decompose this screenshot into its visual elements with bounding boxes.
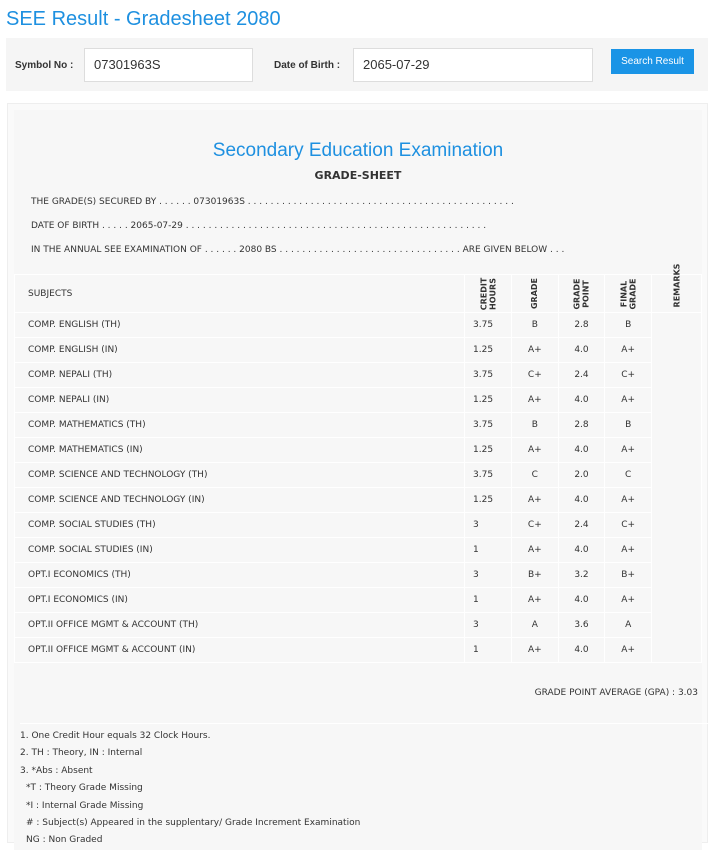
grade-cell: A+ [512, 638, 559, 663]
subject-cell: COMP. ENGLISH (IN) [15, 338, 465, 363]
credit-hours-cell: 1.25 [465, 488, 512, 513]
subject-cell: OPT.I ECONOMICS (IN) [15, 588, 465, 613]
note-item: *I : Internal Grade Missing [26, 800, 144, 811]
note-item: 1. One Credit Hour equals 32 Clock Hours. [20, 731, 211, 741]
subject-cell: COMP. SOCIAL STUDIES (IN) [15, 538, 465, 563]
grade-point-cell: 2.4 [558, 363, 605, 388]
dob-input[interactable]: 2065-07-29 [353, 48, 593, 82]
gradesheet-card [7, 103, 708, 846]
grade-point-cell: 3.2 [558, 563, 605, 588]
final-grade-cell: A [605, 613, 652, 638]
final-grade-cell: B [605, 413, 652, 438]
table-row [15, 613, 702, 638]
final-grade-cell: A+ [605, 338, 652, 363]
dob-line: DATE OF BIRTH . . . . . 2065-07-29 . . . . . . . . . . . . . . . . . . . . . . . . . . . . . . . . . . . . . . . . . . . . . . . . . . . . . [31, 221, 487, 231]
table-row [15, 438, 702, 463]
header-remarks: REMARKS [652, 275, 702, 313]
remarks-cell [652, 313, 702, 663]
table-row [15, 638, 702, 663]
final-grade-cell: B+ [605, 563, 652, 588]
grade-point-cell: 4.0 [558, 638, 605, 663]
subject-cell: COMP. NEPALI (TH) [15, 363, 465, 388]
table-header [15, 275, 702, 313]
final-grade-cell: A+ [605, 388, 652, 413]
subject-cell: COMP. ENGLISH (TH) [15, 313, 465, 338]
table-row [15, 588, 702, 613]
grade-cell: A+ [512, 388, 559, 413]
grade-point-cell: 4.0 [558, 538, 605, 563]
grade-cell: C+ [512, 363, 559, 388]
grade-cell: B [512, 313, 559, 338]
subject-cell: OPT.II OFFICE MGMT & ACCOUNT (IN) [15, 638, 465, 663]
table-row [15, 388, 702, 413]
table-row [15, 563, 702, 588]
header-grade: GRADE [512, 275, 559, 313]
credit-hours-cell: 3 [465, 563, 512, 588]
grade-point-cell: 4.0 [558, 588, 605, 613]
credit-hours-cell: 3.75 [465, 413, 512, 438]
table-row [15, 413, 702, 438]
final-grade-cell: B [605, 313, 652, 338]
grade-point-cell: 4.0 [558, 488, 605, 513]
grade-cell: A [512, 613, 559, 638]
credit-hours-cell: 1.25 [465, 438, 512, 463]
grade-cell: B+ [512, 563, 559, 588]
dob-label: Date of Birth : [274, 60, 341, 71]
credit-hours-cell: 3.75 [465, 463, 512, 488]
credit-hours-cell: 1 [465, 638, 512, 663]
header-final-grade: FINAL GRADE [605, 275, 652, 313]
header-credit-hours: CREDIT HOURS [465, 275, 512, 313]
credit-hours-cell: 1 [465, 588, 512, 613]
exam-heading: Secondary Education Examination [212, 140, 504, 161]
final-grade-cell: A+ [605, 538, 652, 563]
credit-hours-cell: 3.75 [465, 313, 512, 338]
notes [20, 723, 708, 850]
gradesheet-subheading: GRADE-SHEET [314, 169, 402, 182]
credit-hours-cell: 1.25 [465, 338, 512, 363]
grades-table [14, 263, 702, 663]
grade-cell: A+ [512, 438, 559, 463]
grade-point-cell: 3.6 [558, 613, 605, 638]
grade-cell: A+ [512, 588, 559, 613]
grade-point-cell: 4.0 [558, 388, 605, 413]
grade-point-cell: 2.8 [558, 313, 605, 338]
table-row [15, 488, 702, 513]
exam-line: IN THE ANNUAL SEE EXAMINATION OF . . . . . . 2080 BS . . . . . . . . . . . . . . . . . . . . . . . . . . . . . . . . ARE GIVEN BELOW . . . [31, 245, 565, 255]
final-grade-cell: C+ [605, 363, 652, 388]
credit-hours-cell: 3 [465, 613, 512, 638]
grade-point-cell: 2.0 [558, 463, 605, 488]
note-item: # : Subject(s) Appeared in the supplentary/ Grade Increment Examination [26, 818, 361, 829]
search-form [6, 38, 708, 91]
grade-point-cell: 4.0 [558, 338, 605, 363]
subject-cell: COMP. SCIENCE AND TECHNOLOGY (TH) [15, 463, 465, 488]
page-title: SEE Result - Gradesheet 2080 [6, 8, 281, 30]
table-row [15, 338, 702, 363]
gpa-value: GRADE POINT AVERAGE (GPA) : 3.03 [534, 688, 698, 698]
grade-point-cell: 4.0 [558, 438, 605, 463]
final-grade-cell: A+ [605, 588, 652, 613]
grade-point-cell: 2.4 [558, 513, 605, 538]
secured-by-line: THE GRADE(S) SECURED BY . . . . . . 07301963S . . . . . . . . . . . . . . . . . . . . . . . . . . . . . . . . . . . . . . . . . . . . . . . [31, 197, 514, 207]
grade-cell: A+ [512, 488, 559, 513]
subject-cell: OPT.II OFFICE MGMT & ACCOUNT (TH) [15, 613, 465, 638]
header-subjects: SUBJECTS [15, 275, 465, 313]
table-row [15, 363, 702, 388]
table-row [15, 538, 702, 563]
subject-cell: COMP. SCIENCE AND TECHNOLOGY (IN) [15, 488, 465, 513]
grade-cell: A+ [512, 538, 559, 563]
note-item: 3. *Abs : Absent [20, 765, 93, 776]
table-row [15, 513, 702, 538]
credit-hours-cell: 3.75 [465, 363, 512, 388]
credit-hours-cell: 1.25 [465, 388, 512, 413]
table-row [15, 313, 702, 338]
subject-cell: COMP. NEPALI (IN) [15, 388, 465, 413]
header-grade-point: GRADE POINT [558, 275, 605, 313]
subject-cell: COMP. SOCIAL STUDIES (TH) [15, 513, 465, 538]
grade-cell: B [512, 413, 559, 438]
final-grade-cell: A+ [605, 488, 652, 513]
search-result-button[interactable]: Search Result [611, 49, 694, 74]
note-item: 2. TH : Theory, IN : Internal [20, 748, 143, 759]
table-row [15, 463, 702, 488]
note-item: *T : Theory Grade Missing [26, 783, 143, 794]
grade-point-cell: 2.8 [558, 413, 605, 438]
final-grade-cell: C [605, 463, 652, 488]
credit-hours-cell: 3 [465, 513, 512, 538]
subject-cell: COMP. MATHEMATICS (IN) [15, 438, 465, 463]
final-grade-cell: A+ [605, 638, 652, 663]
grade-cell: C+ [512, 513, 559, 538]
subject-cell: OPT.I ECONOMICS (TH) [15, 563, 465, 588]
final-grade-cell: A+ [605, 438, 652, 463]
grade-cell: C [512, 463, 559, 488]
symbol-input[interactable]: 07301963S [84, 48, 253, 82]
symbol-label: Symbol No : [15, 60, 74, 71]
credit-hours-cell: 1 [465, 538, 512, 563]
subject-cell: COMP. MATHEMATICS (TH) [15, 413, 465, 438]
final-grade-cell: C+ [605, 513, 652, 538]
note-item: NG : Non Graded [26, 835, 103, 846]
grade-cell: A+ [512, 338, 559, 363]
